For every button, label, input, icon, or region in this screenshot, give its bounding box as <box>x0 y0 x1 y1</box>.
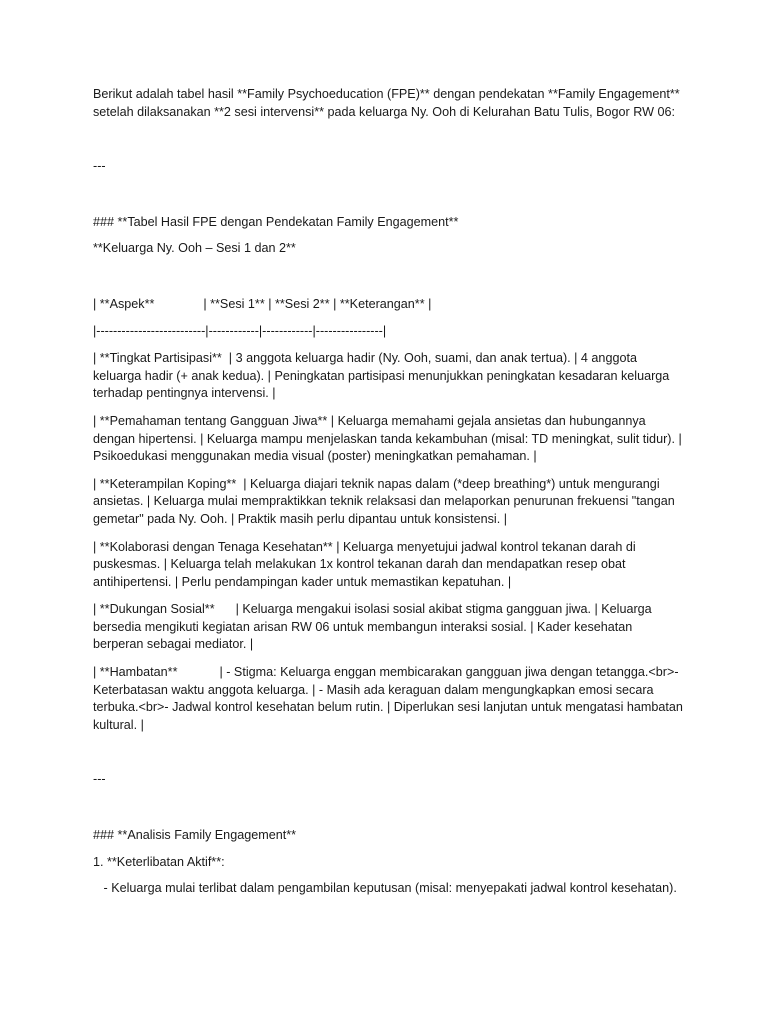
table-subheading: **Keluarga Ny. Ooh – Sesi 1 dan 2** <box>93 241 296 256</box>
table-row-keterampilan-koping: | **Keterampilan Koping** | Keluarga diajari teknik napas dalam (*deep breathing*) untuk mengurangi ansietas. | Keluarga mulai mempraktikkan teknik relaksasi dan melaporkan penurunan frekuensi "tangan gemetar" pada Ny. Ooh. | Praktik masih perlu dipantau untuk konsistensi. | <box>93 476 679 526</box>
table-row-pemahaman: | **Pemahaman tentang Gangguan Jiwa** | Keluarga memahami gejala ansietas dan hubungannya dengan hipertensi. | Keluarga mampu menjelaskan tanda kekambuhan (misal: TD meningkat, sulit tidur). | Psikoedukasi menggunakan media visual (poster) meningkatkan pemahaman. | <box>93 413 686 464</box>
table-row-dukungan-sosial: | **Dukungan Sosial** | Keluarga mengakui isolasi sosial akibat stigma gangguan jiwa. | Keluarga bersedia mengikuti kegiatan arisan RW 06 untuk membangun interaksi sosial. | Kader kesehatan berperan sebagai mediator. | <box>93 602 656 652</box>
separator-line: --- <box>93 772 106 787</box>
table-row-hambatan: | **Hambatan** | - Stigma: Keluarga enggan membicarakan gangguan jiwa dengan tetangga.<br>- Keterbatasan waktu anggota keluarga. | - Masih ada keraguan dalam mengungkapkan emosi secara terbuka.<br>- Jadwal kontrol kesehatan belum rutin. | Diperlukan sesi lanjutan untuk mengatasi hambatan kultural. | <box>93 665 687 732</box>
table-heading: ### **Tabel Hasil FPE dengan Pendekatan Family Engagement** <box>93 214 459 229</box>
intro-paragraph: Berikut adalah tabel hasil **Family Psychoeducation (FPE)** dengan pendekatan **Family Engagement** setelah dilaksanakan **2 sesi intervensi** pada keluarga Ny. Ooh di Kelurahan Batu Tulis, Bogor RW 06: <box>93 87 680 119</box>
table-divider-row: |--------------------------|------------|------------|----------------| <box>93 323 387 338</box>
analysis-list-item: 1. **Keterlibatan Aktif**: <box>93 854 225 869</box>
table-row-kolaborasi: | **Kolaborasi dengan Tenaga Kesehatan** | Keluarga menyetujui jadwal kontrol tekanan darah di puskesmas. | Keluarga telah melakukan 1x kontrol tekanan darah dan mendapatkan resep obat antihipertensi. | Perlu pendampingan kader untuk memastikan kepatuhan. | <box>93 539 640 589</box>
analysis-heading: ### **Analisis Family Engagement** <box>93 828 297 843</box>
analysis-list-item-detail: - Keluarga mulai terlibat dalam pengambilan keputusan (misal: menyepakati jadwal kontrol kesehatan). <box>93 881 677 896</box>
document-page <box>93 86 687 898</box>
separator-line: --- <box>93 159 106 174</box>
table-header-row: | **Aspek** | **Sesi 1** | **Sesi 2** | **Keterangan** | <box>93 296 432 311</box>
table-row-tingkat-partisipasi: | **Tingkat Partisipasi** | 3 anggota keluarga hadir (Ny. Ooh, suami, dan anak tertua). | 4 anggota keluarga hadir (+ anak kedua). | Peningkatan partisipasi menunjukkan peningkatan kesadaran keluarga terhadap pentingnya intervensi. | <box>93 351 673 401</box>
